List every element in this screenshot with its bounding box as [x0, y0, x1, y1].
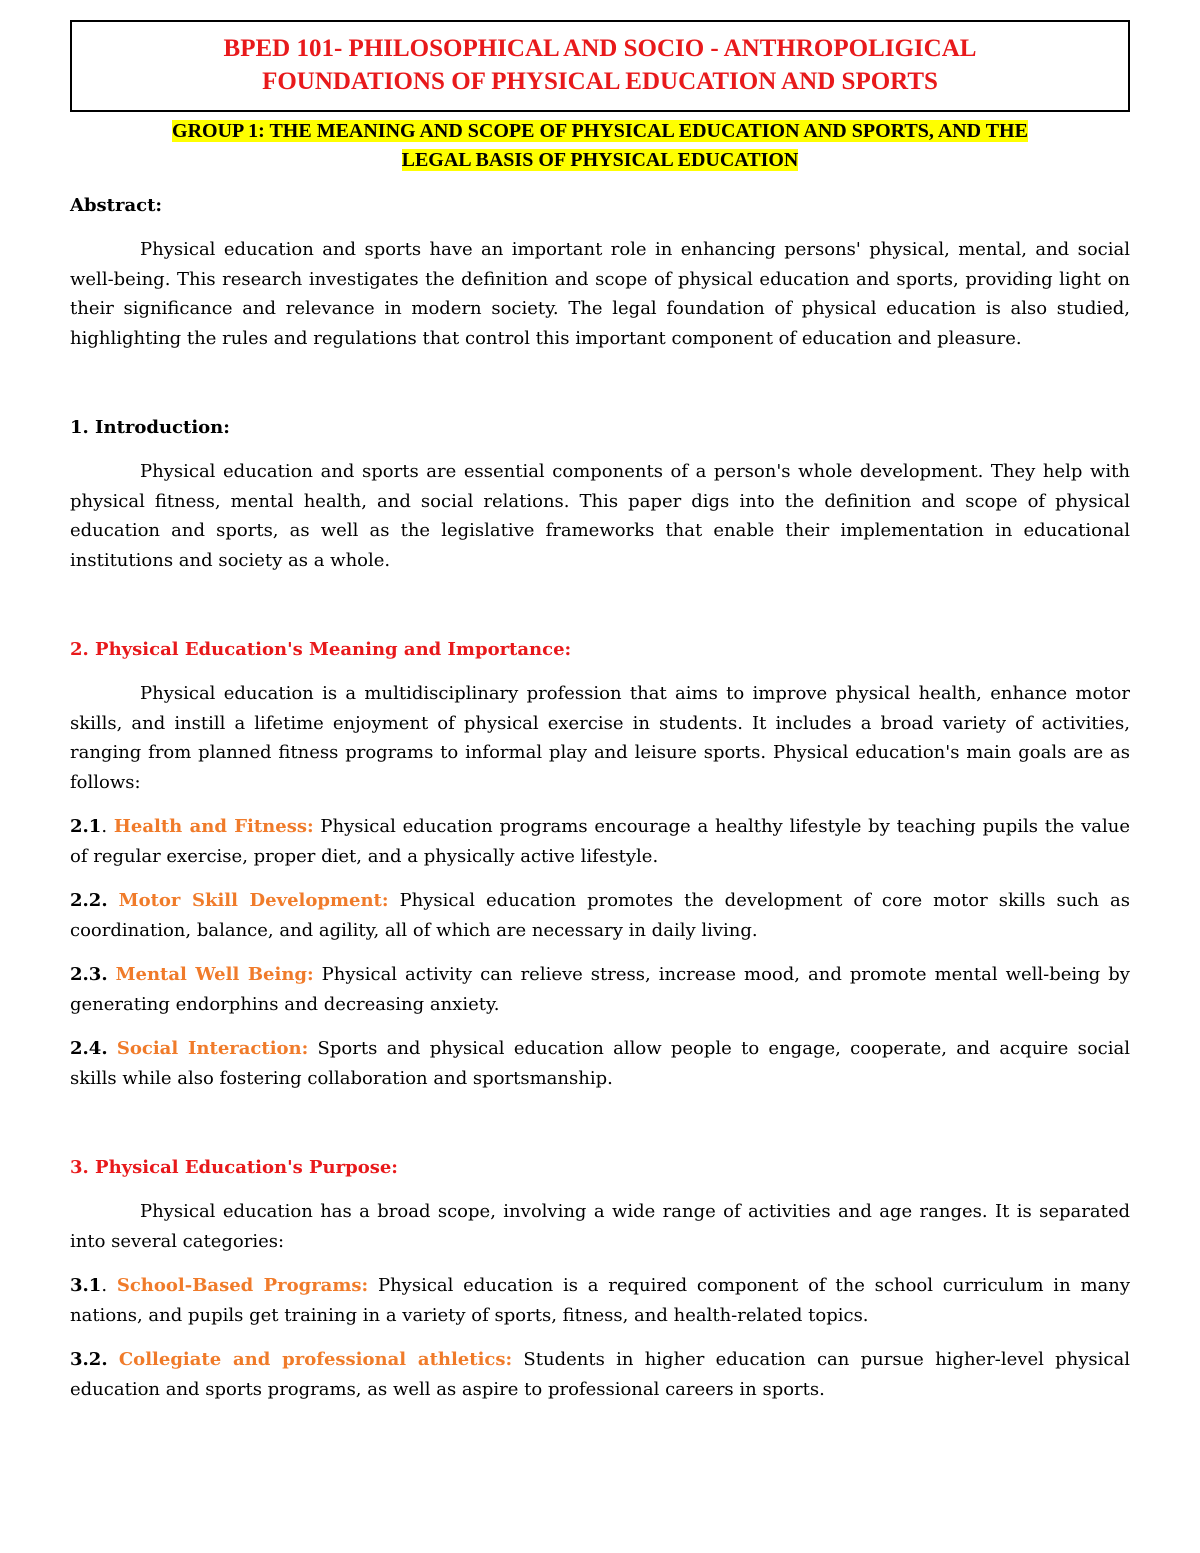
- item-separator: [108, 1038, 117, 1059]
- group-heading: [70, 117, 1130, 175]
- list-item: [70, 812, 1130, 871]
- item-separator: [108, 890, 119, 911]
- list-item: [70, 1345, 1130, 1404]
- item-separator: [108, 1349, 119, 1370]
- document-title-line-2: FOUNDATIONS OF PHYSICAL EDUCATION AND SPORTS: [262, 68, 938, 95]
- item-text: Physical education is a required component of the school curriculum in many nations, and pupils get training in a variety of sports, fitness, and health-related topics.: [70, 1275, 1131, 1326]
- document-page: [70, 20, 1130, 1404]
- section-3-paragraph: Physical education has a broad scope, involving a wide range of activities and age ranges. It is separated into several categories:: [70, 1201, 1130, 1252]
- list-item: [70, 1271, 1130, 1330]
- item-text: Students in higher education can pursue higher-level physical education and sports programs, as well as aspire to professional careers in sports.: [70, 1349, 1130, 1400]
- item-number: 3.2.: [70, 1349, 108, 1370]
- item-text: Physical activity can relieve stress, increase mood, and promote mental well-being by generating endorphins and decreasing anxiety.: [70, 964, 1130, 1015]
- list-item: [70, 960, 1130, 1019]
- introduction-paragraph: Physical education and sports are essential components of a person's whole development. They help with physical fitness, mental health, and social relations. This paper digs into the definition and scope of physical education and sports, as well as the legislative frameworks that enable their implementation in educational institutions and society as a whole.: [70, 461, 1130, 571]
- item-text: Physical education promotes the development of core motor skills such as coordination, balance, and agility, all of which are necessary in daily living.: [70, 890, 1130, 941]
- abstract-heading: Abstract:: [70, 195, 163, 216]
- item-number: 2.4.: [70, 1038, 108, 1059]
- item-label: Mental Well Being:: [115, 964, 314, 985]
- introduction-heading: 1. Introduction:: [70, 417, 230, 438]
- document-title-box: [70, 20, 1130, 112]
- group-heading-line-2: LEGAL BASIS OF PHYSICAL EDUCATION: [401, 149, 799, 171]
- section-2-paragraph: Physical education is a multidisciplinary profession that aims to improve physical health, enhance motor skills, and instill a lifetime enjoyment of physical exercise in students. It includes a broad variety of activities, ranging from planned fitness programs to informal play and leisure sports. Physical education's main goals are as follows:: [70, 683, 1130, 793]
- item-number: 2.3.: [70, 964, 108, 985]
- document-title-line-1: BPED 101- PHILOSOPHICAL AND SOCIO - ANTHROPOLIGICAL: [223, 35, 977, 62]
- item-number: 3.1: [70, 1275, 102, 1296]
- item-number: 2.1: [70, 816, 102, 837]
- list-item: [70, 1034, 1130, 1093]
- item-label: School-Based Programs:: [116, 1275, 369, 1296]
- item-label: Social Interaction:: [116, 1038, 309, 1059]
- item-label: Health and Fitness:: [113, 816, 314, 837]
- item-text: Physical education programs encourage a healthy lifestyle by teaching pupils the value of regular exercise, proper diet, and a physically active lifestyle.: [70, 816, 1130, 867]
- section-3-heading: 3. Physical Education's Purpose:: [70, 1157, 398, 1178]
- item-separator: [108, 964, 116, 985]
- list-item: [70, 886, 1130, 945]
- item-text: Sports and physical education allow people to engage, cooperate, and acquire social skills while also fostering collaboration and sportsmanship.: [70, 1038, 1130, 1089]
- abstract-paragraph: Physical education and sports have an important role in enhancing persons' physical, mental, and social well-being. This research investigates the definition and scope of physical education and sports, providing light on their significance and relevance in modern society. The legal foundation of physical education is also studied, highlighting the rules and regulations that control this important component of education and pleasure.: [70, 239, 1130, 349]
- section-2-heading: 2. Physical Education's Meaning and Importance:: [70, 639, 572, 660]
- item-separator: .: [101, 1275, 117, 1296]
- item-number: 2.2.: [70, 890, 108, 911]
- item-separator: .: [101, 816, 114, 837]
- item-label: Motor Skill Development:: [118, 890, 389, 911]
- item-label: Collegiate and professional athletics:: [118, 1349, 513, 1370]
- group-heading-line-1: GROUP 1: THE MEANING AND SCOPE OF PHYSICAL EDUCATION AND SPORTS, AND THE: [172, 120, 1028, 142]
